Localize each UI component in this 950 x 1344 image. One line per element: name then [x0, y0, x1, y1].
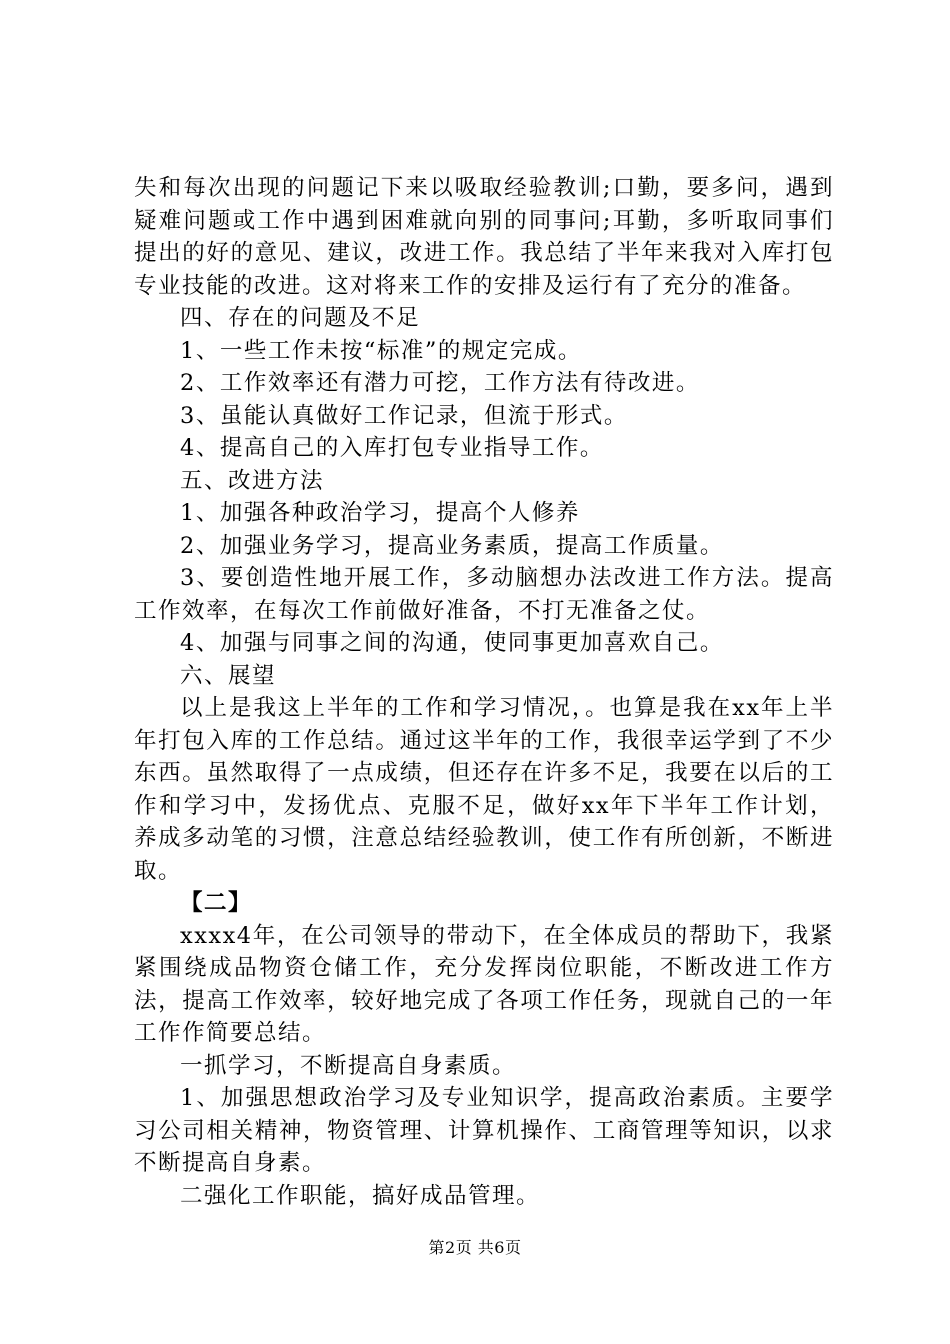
body-paragraph: xxxx4年，在公司领导的带动下，在全体成员的帮助下，我紧紧围绕成品物资仓储工作，充分发挥岗位职能，不断改进工作方法，提高工作效率，较好地完成了各项工作任务，现就自己的一年工作作简要总结。 [134, 922, 834, 1046]
body-paragraph: 失和每次出现的问题记下来以吸取经验教训;口勤，要多问，遇到疑难问题或工作中遇到困难就向别的同事问;耳勤，多听取同事们提出的好的意见、建议，改进工作。我总结了半年来我对入库打包专业技能的改进。这对将来工作的安排及运行有了充分的准备。 [134, 175, 834, 299]
list-item: 1、加强思想政治学习及专业知识学，提高政治素质。主要学习公司相关精神，物资管理、计算机操作、工商管理等知识，以求不断提高自身素。 [134, 1085, 834, 1176]
list-item: 4、提高自己的入库打包专业指导工作。 [180, 435, 604, 461]
part-heading: 【二】 [180, 890, 253, 916]
document-body [134, 172, 834, 1212]
list-item: 3、要创造性地开展工作，多动脑想办法改进工作方法。提高工作效率，在每次工作前做好准备，不打无准备之仗。 [134, 565, 834, 624]
page-number-label: 第2页 共6页 [428, 1238, 522, 1257]
list-item: 2、加强业务学习，提高业务素质，提高工作质量。 [180, 532, 724, 559]
list-item: 1、加强各种政治学习，提高个人修养 [180, 500, 580, 526]
list-item: 1、一些工作未按“标准”的规定完成。 [180, 337, 582, 364]
list-item: 3、虽能认真做好工作记录，但流于形式。 [180, 402, 628, 429]
list-item: 4、加强与同事之间的沟通，使同事更加喜欢自己。 [180, 630, 724, 656]
section-heading-problems: 四、存在的问题及不足 [180, 305, 421, 331]
page-footer [0, 1238, 950, 1258]
section-heading-study: 一抓学习，不断提高自身素质。 [180, 1052, 517, 1079]
section-heading-outlook: 六、展望 [180, 662, 277, 689]
list-item: 2、工作效率还有潜力可挖，工作方法有待改进。 [180, 370, 700, 396]
body-paragraph: 以上是我这上半年的工作和学习情况，。也算是我在xx年上半年打包入库的工作总结。通过这半年的工作，我很幸运学到了不少东西。虽然取得了一点成绩，但还存在许多不足，我要在以后的工作和学习中，发扬优点、克服不足，做好xx年下半年工作计划，养成多动笔的习惯，注意总结经验教训，使工作有所创新，不断进取。 [134, 695, 834, 884]
section-heading-improvements: 五、改进方法 [180, 467, 325, 494]
section-heading-management: 二强化工作职能，搞好成品管理。 [180, 1182, 541, 1209]
